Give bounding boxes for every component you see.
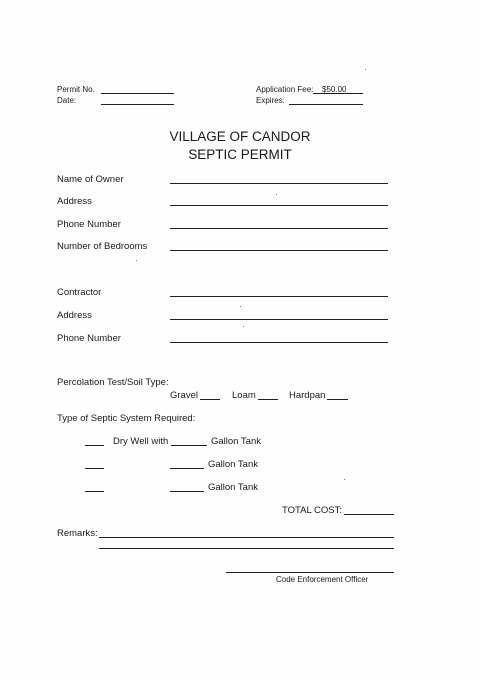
gallon-tank-label-2: Gallon Tank [208, 459, 258, 470]
owner-address-field[interactable] [170, 205, 388, 206]
contractor-phone-label: Phone Number [57, 333, 121, 344]
contractor-label: Contractor [57, 287, 102, 298]
date-field[interactable] [101, 104, 174, 105]
total-cost-field[interactable] [344, 514, 394, 515]
dry-well-checkbox[interactable] [85, 445, 104, 446]
loam-label: Loam [232, 390, 256, 401]
tank-option-2-checkbox[interactable] [85, 468, 104, 469]
scan-speck [243, 326, 244, 327]
form-title-line1: VILLAGE OF CANDOR [169, 129, 311, 144]
bedrooms-label: Number of Bedrooms [57, 241, 148, 252]
permit-no-label: Permit No. [57, 85, 95, 94]
loam-field[interactable] [258, 399, 278, 400]
contractor-address-label: Address [57, 310, 92, 321]
scan-speck [276, 194, 277, 195]
application-fee-label: Application Fee: [256, 85, 314, 94]
signature-line[interactable] [226, 572, 394, 573]
owner-phone-field[interactable] [170, 228, 388, 229]
dry-well-gallons-field[interactable] [171, 445, 207, 446]
contractor-field[interactable] [170, 296, 388, 297]
name-of-owner-label: Name of Owner [57, 174, 124, 185]
owner-address-label: Address [57, 196, 92, 207]
dry-well-with-label: Dry Well with [113, 436, 169, 447]
date-label: Date: [57, 96, 77, 105]
gallon-tank-label-3: Gallon Tank [208, 482, 258, 493]
soil-type-label: Percolation Test/Soil Type: [57, 377, 169, 388]
gravel-label: Gravel [170, 390, 198, 401]
application-fee-value: $50.00 [322, 85, 347, 94]
remarks-label: Remarks: [57, 528, 98, 539]
tank-option-3-checkbox[interactable] [85, 491, 104, 492]
scan-speck [136, 260, 137, 261]
form-title-line2: SEPTIC PERMIT [188, 147, 292, 162]
scan-speck [344, 479, 345, 480]
remarks-field-line-1[interactable] [99, 537, 394, 538]
permit-no-field[interactable] [101, 93, 174, 94]
signature-label: Code Enforcement Officer [276, 575, 369, 584]
contractor-address-field[interactable] [170, 319, 388, 320]
tank-option-2-gallons-field[interactable] [170, 468, 204, 469]
remarks-field-line-2[interactable] [99, 548, 394, 549]
expires-label: Expires: [256, 96, 285, 105]
bedrooms-field[interactable] [170, 250, 388, 251]
scan-speck [240, 306, 241, 307]
owner-phone-label: Phone Number [57, 219, 121, 230]
name-of-owner-field[interactable] [170, 183, 388, 184]
total-cost-label: TOTAL COST: [282, 505, 343, 516]
hardpan-field[interactable] [327, 399, 348, 400]
gallon-tank-label-1: Gallon Tank [211, 436, 261, 447]
hardpan-label: Hardpan [289, 390, 326, 401]
gravel-field[interactable] [200, 399, 220, 400]
septic-system-label: Type of Septic System Required: [57, 413, 196, 424]
scan-speck [365, 69, 366, 70]
contractor-phone-field[interactable] [170, 342, 388, 343]
tank-option-3-gallons-field[interactable] [170, 491, 204, 492]
expires-field[interactable] [289, 104, 363, 105]
